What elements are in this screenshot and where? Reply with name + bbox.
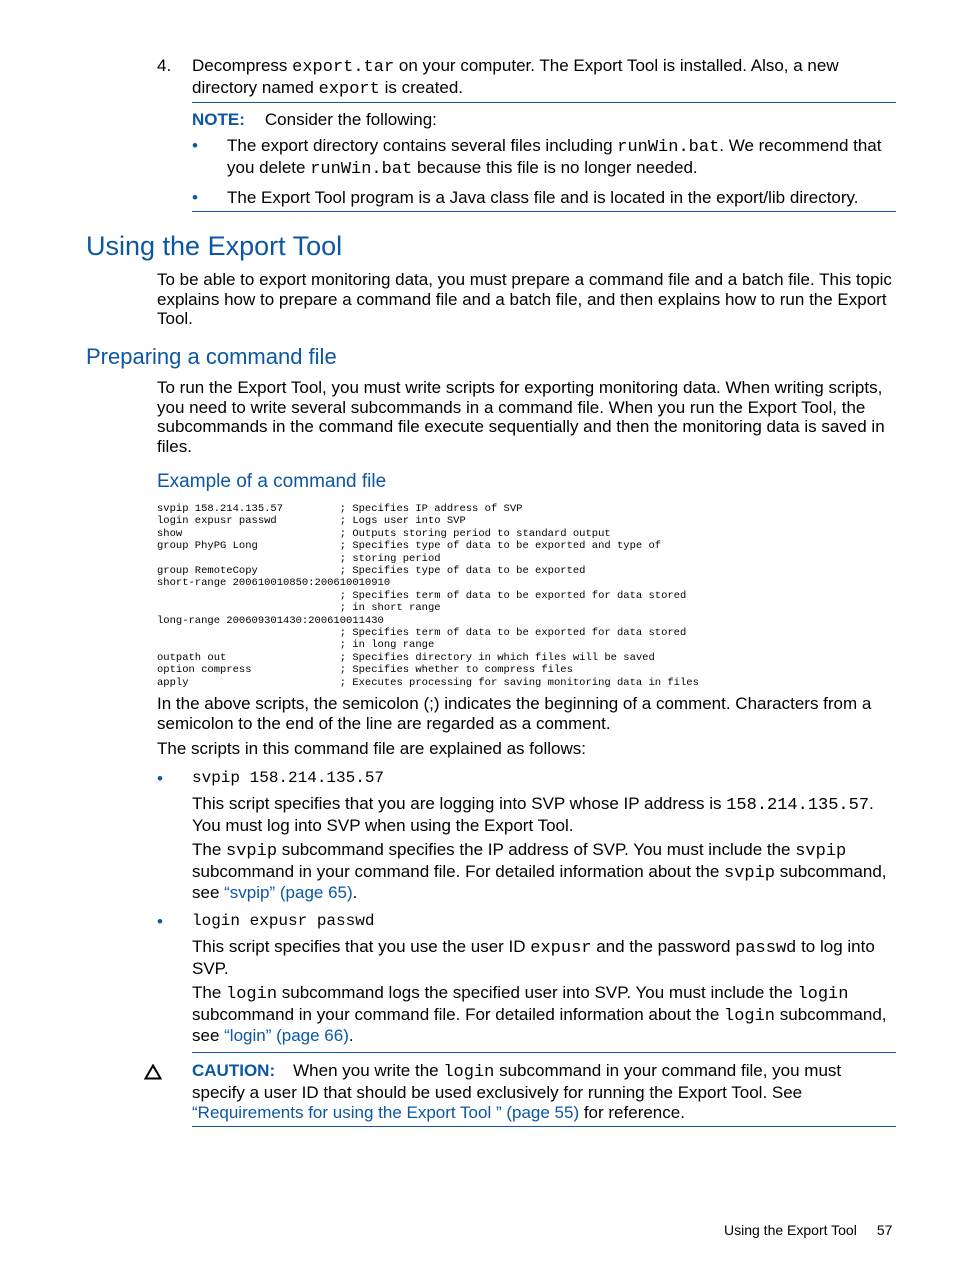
bullet-dot: • [157, 912, 163, 931]
note-label: NOTE: [192, 110, 245, 129]
step-4 [157, 56, 897, 100]
code-line: login expusr passwd ; Logs user into SVP [157, 515, 466, 528]
step-number: 4. [157, 56, 172, 75]
note-bottom-rule [192, 211, 896, 212]
code-line: outpath out ; Specifies directory in which files will be saved [157, 651, 655, 664]
login-desc-1: This script specifies that you use the user ID expusr and the password passwd to log into SVP. [192, 937, 875, 978]
requirements-link[interactable]: “Requirements for using the Export Tool ” (page 55) [192, 1103, 580, 1122]
code-line: group RemoteCopy ; Specifies type of data to be exported [157, 565, 586, 578]
caution-top-rule [192, 1052, 896, 1053]
svpip-desc-1: This script specifies that you are logging into SVP whose IP address is 158.214.135.57. You must log into SVP when using the Export Tool. [192, 794, 874, 835]
bullet-dot: • [157, 769, 163, 788]
code-line: ; Specifies term of data to be exported for data stored [157, 627, 687, 640]
bullet-dot: • [192, 188, 198, 207]
caution-text: CAUTION: When you write the login subcommand in your command file, you must specify a user ID that should be used exclusively for running the Export Tool. See “Requirements for using the Export Tool ” (page 55) for reference. [192, 1061, 842, 1122]
code-line: svpip 158.214.135.57 ; Specifies IP address of SVP [157, 503, 523, 515]
caution-bottom-rule [192, 1126, 896, 1127]
page-number: 57 [876, 1222, 893, 1238]
note-bullet: • The Export Tool program is a Java class file and is located in the export/lib directory. [192, 188, 859, 207]
code-line: show ; Outputs storing period to standard output [157, 527, 611, 540]
explained-text: The scripts in this command file are explained as follows: [157, 739, 586, 758]
page-footer [724, 1222, 892, 1238]
subsection-intro: To run the Export Tool, you must write scripts for exporting monitoring data. When writing scripts, you need to write several subcommands in a command file. When you run the Export Tool, the subcommands in the command file execute sequentially and then the monitoring data is saved in files. [157, 378, 885, 456]
after-code-text: In the above scripts, the semicolon (;) indicates the beginning of a comment. Characters from a semicolon to the end of the line are regarded as a comment. [157, 694, 872, 733]
login-link[interactable]: “login” (page 66) [224, 1026, 349, 1045]
note-bullet: • The export directory contains several files including runWin.bat. We recommend that you delete runWin.bat because this file is no longer needed. [192, 136, 882, 179]
svpip-command: svpip 158.214.135.57 [192, 769, 385, 787]
code-line: ; in short range [157, 602, 441, 615]
code-line: ; in long range [157, 639, 435, 652]
example-title: Example of a command file [157, 471, 387, 492]
code-example [157, 503, 699, 689]
login-desc-2: The login subcommand logs the specified user into SVP. You must include the login subcommand in your command file. For detailed information about the login subcommand, see “login” (page 66). [192, 983, 887, 1045]
warning-triangle-icon [144, 1064, 162, 1080]
code-line: ; storing period [157, 552, 441, 565]
code-line: long-range 200609301430:200610011430 [157, 614, 384, 627]
bullet-dot: • [192, 136, 198, 155]
caution-label: CAUTION: [192, 1061, 276, 1080]
subsection-title: Preparing a command file [86, 344, 337, 369]
code-line: apply ; Executes processing for saving monitoring data in files [157, 676, 699, 689]
note-intro: Consider the following: [264, 110, 437, 129]
footer-title: Using the Export Tool [724, 1222, 857, 1238]
code-line: short-range 200610010850:200610010910 [157, 577, 391, 590]
code-line: option compress ; Specifies whether to compress files [157, 664, 573, 677]
step-text: Decompress export.tar on your computer. The Export Tool is installed. Also, a new directory named export is created. [192, 56, 839, 99]
note-box [192, 110, 896, 216]
note-top-rule [192, 102, 896, 103]
login-command: login expusr passwd [192, 912, 375, 930]
section-title: Using the Export Tool [86, 231, 343, 261]
svpip-desc-2: The svpip subcommand specifies the IP address of SVP. You must include the svpip subcommand in your command file. For detailed information about the svpip subcommand, see “svpip” (page 65). [192, 840, 887, 902]
code-line: group PhyPG Long ; Specifies type of data to be exported and type of [157, 540, 662, 553]
svpip-link[interactable]: “svpip” (page 65) [224, 883, 353, 902]
section-intro: To be able to export monitoring data, you must prepare a command file and a batch file. This topic explains how to prepare a command file and a batch file, and then explains how to run the Export Tool. [157, 270, 892, 328]
code-line: ; Specifies term of data to be exported for data stored [157, 589, 687, 602]
